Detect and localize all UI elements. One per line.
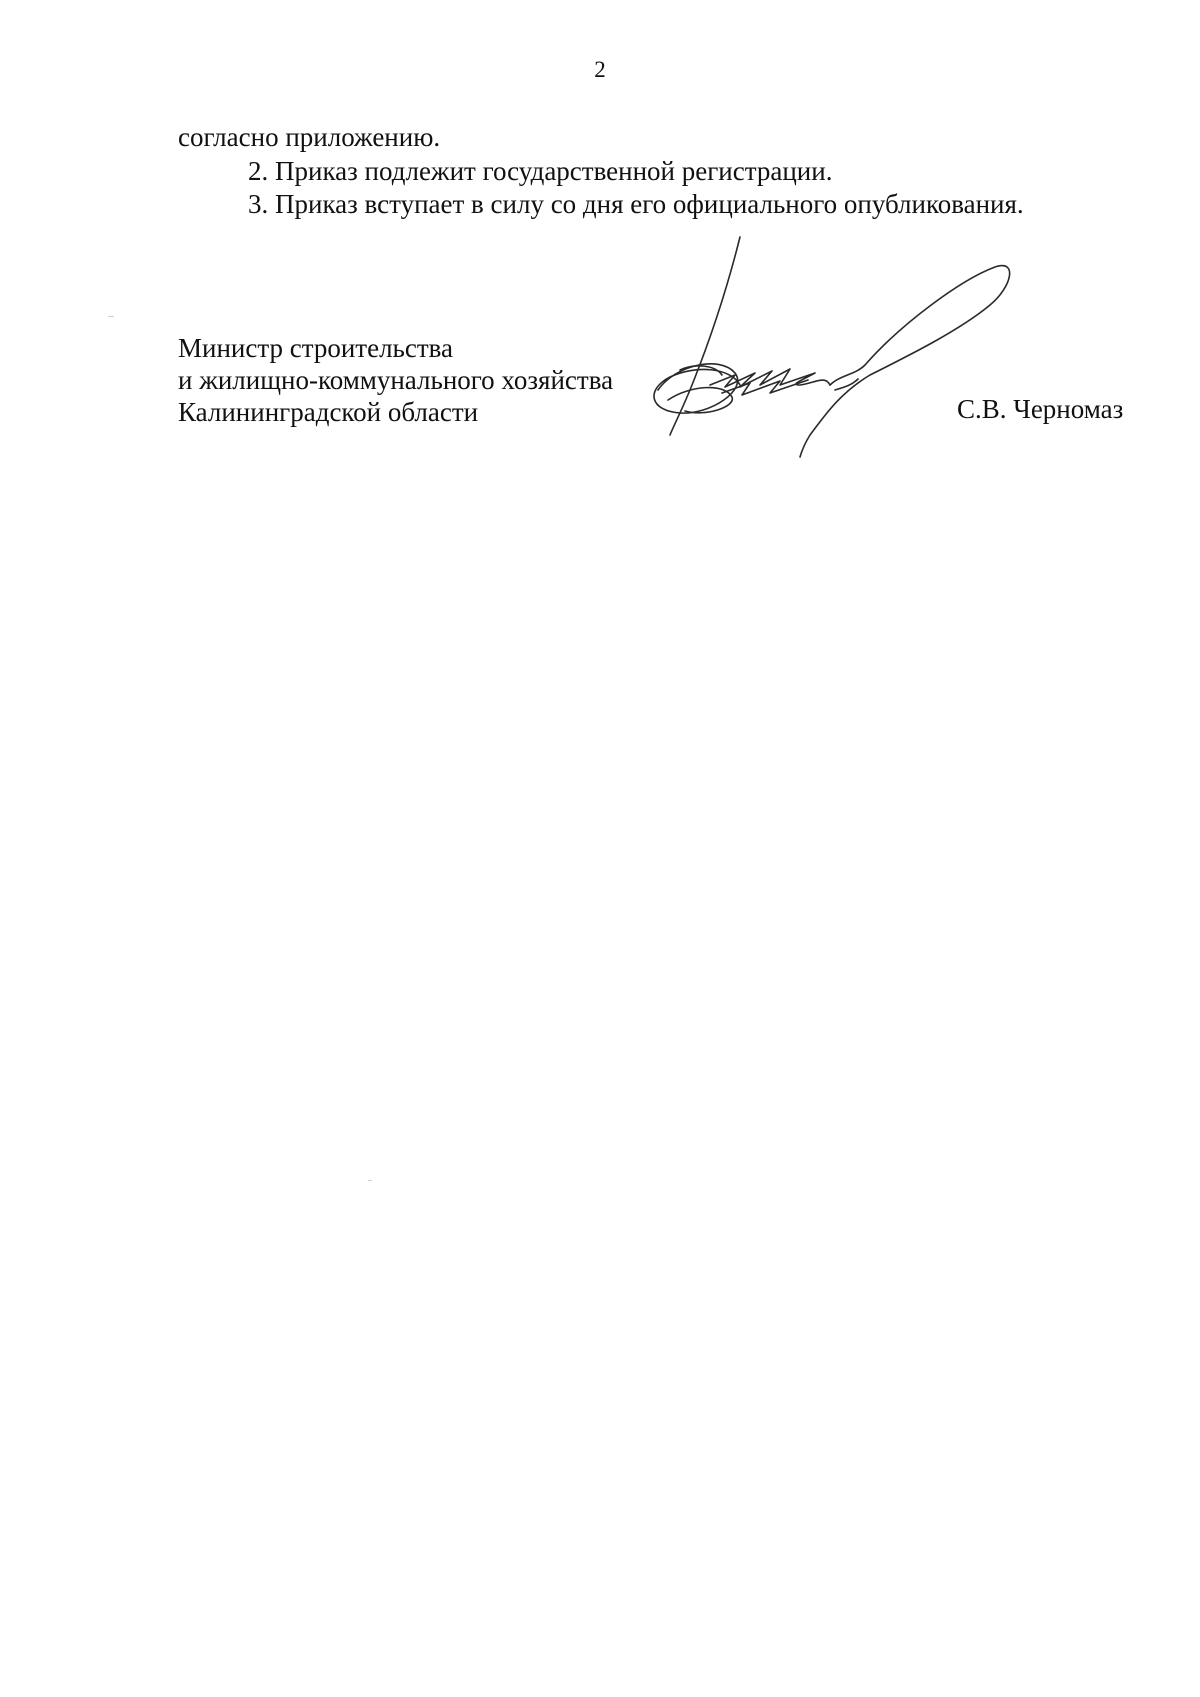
handwritten-signature [640, 225, 1100, 475]
page-number: 2 [594, 57, 606, 82]
signer-title-line-3: Калининградской области [178, 397, 479, 427]
signer-title-line-1: Министр строительства [178, 333, 454, 363]
paragraph-continuation: согласно приложению. [178, 122, 441, 152]
signer-title-block [178, 332, 613, 428]
paragraph-item-2: 2. Приказ подлежит государственной регистрации. [248, 156, 833, 186]
signer-name: С.В. Черномаз [957, 394, 1124, 424]
paragraph-item-3: 3. Приказ вступает в силу со дня его официального опубликования. [248, 189, 1024, 219]
scan-speck [108, 316, 114, 317]
signer-title-line-2: и жилищно-коммунального хозяйства [178, 365, 614, 395]
scan-speck [368, 1180, 372, 1181]
